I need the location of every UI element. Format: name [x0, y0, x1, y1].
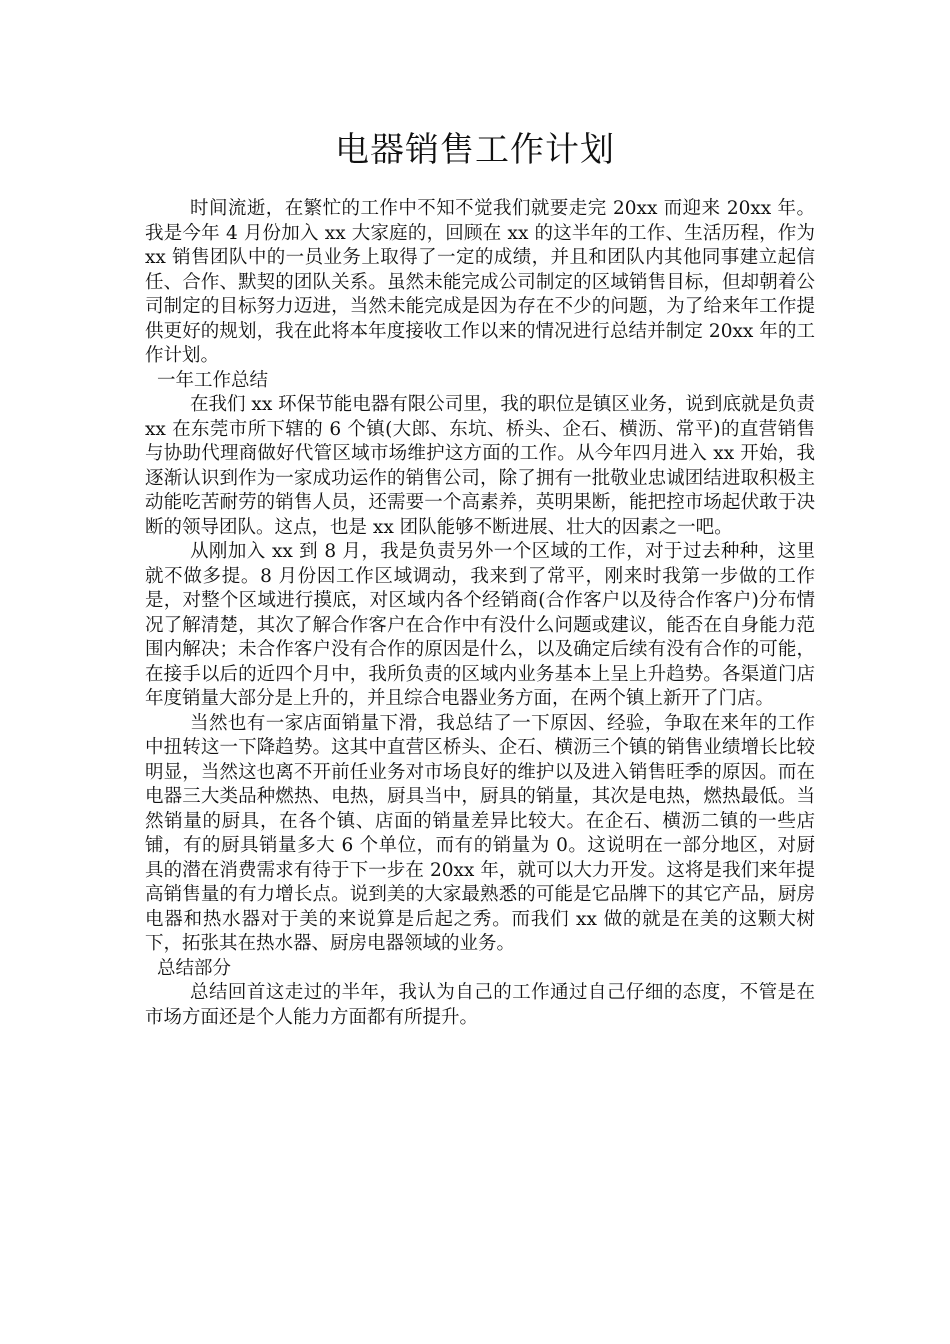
paragraph-sales-analysis: 当然也有一家店面销量下滑，我总结了一下原因、经验，争取在来年的工作中扭转这一下降趋势。这其中直营区桥头、企石、横沥三个镇的销售业绩增长比较明显，当然这也离不开前任业务对市场良好的维护以及进入销售旺季的原因。而在电器三大类品种燃热、电热，厨具当中，厨具的销量，其次是电热，燃热最低。当然销量的厨具，在各个镇、店面的销量差异比较大。在企石、横沥二镇的一些店铺，有的厨具销量多大 6 个单位，而有的销量为 0。这说明在一部分地区，对厨具的潜在消费需求有待于下一步在 20xx 年，就可以大力开发。这将是我们来年提高销售量的有力增长点。说到美的大家最熟悉的可能是它品牌下的其它产品，厨房电器和热水器对于美的来说算是后起之秀。而我们 xx 做的就是在美的这颗大树下，拓张其在热水器、厨房电器领域的业务。: [145, 712, 815, 954]
paragraph-conclusion: 总结回首这走过的半年，我认为自己的工作通过自己仔细的态度，不管是在市场方面还是个人能力方面都有所提升。: [145, 982, 815, 1028]
paragraph-intro: 时间流逝，在繁忙的工作中不知不觉我们就要走完 20xx 而迎来 20xx 年。我是今年 4 月份加入 xx 大家庭的，回顾在 xx 的这半年的工作、生活历程，作为 xx 销售团队中的一员业务上取得了一定的成绩，并且和团队内其他同事建立起信任、合作、默契的团队关系。虽然未能完成公司制定的区域销售目标，但却朝着公司制定的目标努力迈进，当然未能完成是因为存在不少的问题，为了给来年工作提供更好的规划，我在此将本年度接收工作以来的情况进行总结并制定 20xx 年的工作计划。: [145, 198, 815, 366]
document-title: 电器销售工作计划: [335, 130, 615, 170]
paragraph-company-role: 在我们 xx 环保节能电器有限公司里，我的职位是镇区业务，说到底就是负责 xx 在东莞市所下辖的 6 个镇(大郎、东坑、桥头、企石、横沥、常平)的直营销售与协助代理商做好代管区域市场维护这方面的工作。从今年四月进入 xx 开始，我逐渐认识到作为一家成功运作的销售公司，除了拥有一批敬业忠诚团结进取积极主动能吃苦耐劳的销售人员，还需要一个高素养，英明果断，能把控市场起伏敢于决断的领导团队。这点，也是 xx 团队能够不断进展、壮大的因素之一吧。: [145, 394, 815, 538]
paragraph-region-work: 从刚加入 xx 到 8 月，我是负责另外一个区域的工作，对于过去种种，这里就不做多提。8 月份因工作区域调动，我来到了常平，刚来时我第一步做的工作是，对整个区域进行摸底，对区域内各个经销商(合作客户以及待合作客户)分布情况了解清楚，其次了解合作客户在合作中有没什么问题或建议，能否在自身能力范围内解决；未合作客户没有合作的原因是什么，以及确定后续有没有合作的可能，在接手以后的近四个月中，我所负责的区域内业务基本上呈上升趋势。各渠道门店年度销量大部分是上升的，并且综合电器业务方面，在两个镇上新开了门店。: [145, 541, 815, 709]
section-heading-conclusion: 总结部分: [157, 957, 232, 979]
document-body: [145, 197, 815, 1030]
section-heading-annual-summary: 一年工作总结: [157, 369, 269, 391]
